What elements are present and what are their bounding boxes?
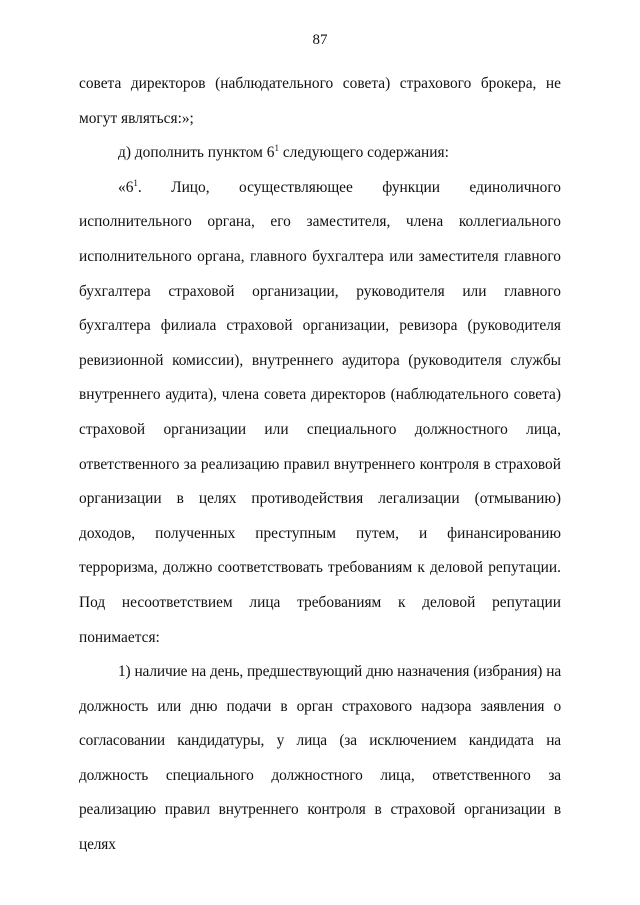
paragraph-amendment-d [79,136,561,171]
paragraph-point-6-1 [79,171,561,655]
paragraph-text: следующего содержания: [278,144,449,162]
superscript: 1 [274,143,279,154]
page-number: 87 [312,32,328,48]
paragraph-text: «6 [118,178,134,196]
paragraph-continuation: совета директоров (наблюдательного совета) страхового брокера, не могут являться:»; [79,75,561,127]
paragraph-text: д) дополнить пунктом 6 [118,144,275,162]
document-body [79,67,561,863]
paragraph-text: . Лицо, осуществляющее функции единоличного исполнительного органа, его заместителя, члена коллегиального исполнительного органа, главного бухгалтера или заместителя главного бухгалтера страховой организации, руководителя или главного бухгалтера филиала страховой организации, ревизора (руководителя ревизионной комиссии), внутреннего аудитора (руководителя службы внутреннего аудита), члена совета директоров (наблюдательного совета) страховой организации или специального должностного лица, ответственного за реализацию правил внутреннего контроля в страховой организации в целях противодействия легализации (отмыванию) доходов, полученных преступным путем, и финансированию терроризма, должно соответствовать требованиям к деловой репутации. Под несоответствием лица требованиям к деловой репутации понимается: [79,178,561,646]
paragraph-subpoint-1: 1) наличие на день, предшествующий дню назначения (избрания) на должность или дню подачи в орган страхового надзора заявления о согласовании кандидатуры, у лица (за исключением кандидата на должность специального должностного лица, ответственного за реализацию правил внутреннего контроля в страховой организации в целях [79,663,561,854]
superscript: 1 [133,177,138,188]
